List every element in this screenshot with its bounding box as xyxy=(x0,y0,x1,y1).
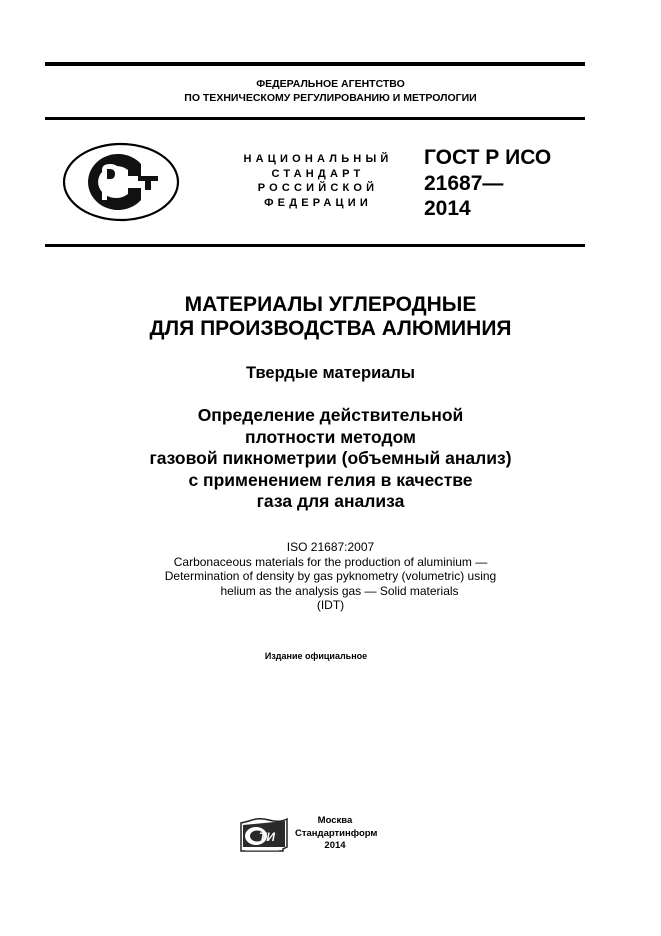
description-line-5: газа для анализа xyxy=(256,491,405,511)
edition-label: Издание официальное xyxy=(264,651,368,661)
designation-line-2: 21687— xyxy=(424,171,504,195)
national-standard-label xyxy=(228,152,408,210)
iso-equivalence-degree: (IDT) xyxy=(316,598,345,612)
natstd-line-1: НАЦИОНАЛЬНЫЙ xyxy=(243,153,393,165)
designation-line-3: 2014 xyxy=(424,197,471,220)
standartinform-logo-icon xyxy=(239,817,289,855)
publication-year: 2014 xyxy=(324,840,346,851)
designation-line-1: ГОСТ Р ИСО xyxy=(424,146,552,169)
rst-logo-icon xyxy=(62,142,180,222)
top-rule xyxy=(45,62,585,66)
document-description xyxy=(0,405,661,513)
agency-name xyxy=(0,77,661,105)
description-line-1: Определение действительной xyxy=(197,405,464,425)
iso-title-line-1: Carbonaceous materials for the production of aluminium — xyxy=(173,554,488,569)
iso-code: ISO 21687:2007 xyxy=(286,540,375,554)
iso-title-line-2: Determination of density by gas pyknometry (volumetric) using xyxy=(164,569,497,583)
natstd-line-2: СТАНДАРТ xyxy=(271,167,365,180)
publisher-city: Москва xyxy=(317,815,353,826)
title-line-2: ДЛЯ ПРОИЗВОДСТВА АЛЮМИНИЯ xyxy=(149,317,512,340)
description-line-3: газовой пикнометрии (объемный анализ) xyxy=(149,448,512,468)
document-title xyxy=(0,293,661,341)
svg-text:ТИ: ТИ xyxy=(259,830,275,844)
description-line-4: с применением гелия в качестве xyxy=(188,469,473,490)
natstd-line-3: РОССИЙСКОЙ xyxy=(257,182,379,194)
header-bottom-rule xyxy=(45,244,585,247)
publisher-name: Стандартинформ xyxy=(295,827,378,839)
publisher-info xyxy=(295,815,378,853)
agency-line-2: ПО ТЕХНИЧЕСКОМУ РЕГУЛИРОВАНИЮ И МЕТРОЛОГИИ xyxy=(184,92,477,104)
title-line-1: МАТЕРИАЛЫ УГЛЕРОДНЫЕ xyxy=(184,293,477,316)
iso-reference xyxy=(0,540,661,613)
standard-designation xyxy=(424,145,551,222)
description-line-2: плотности методом xyxy=(245,426,416,447)
iso-title-line-3: helium as the analysis gas — Solid materials xyxy=(220,583,459,598)
natstd-line-4: ФЕДЕРАЦИИ xyxy=(264,196,372,209)
document-subtitle: Твердые материалы xyxy=(246,364,415,382)
agency-line-1: ФЕДЕРАЛЬНОЕ АГЕНТСТВО xyxy=(256,78,405,90)
header-top-rule xyxy=(45,117,585,120)
